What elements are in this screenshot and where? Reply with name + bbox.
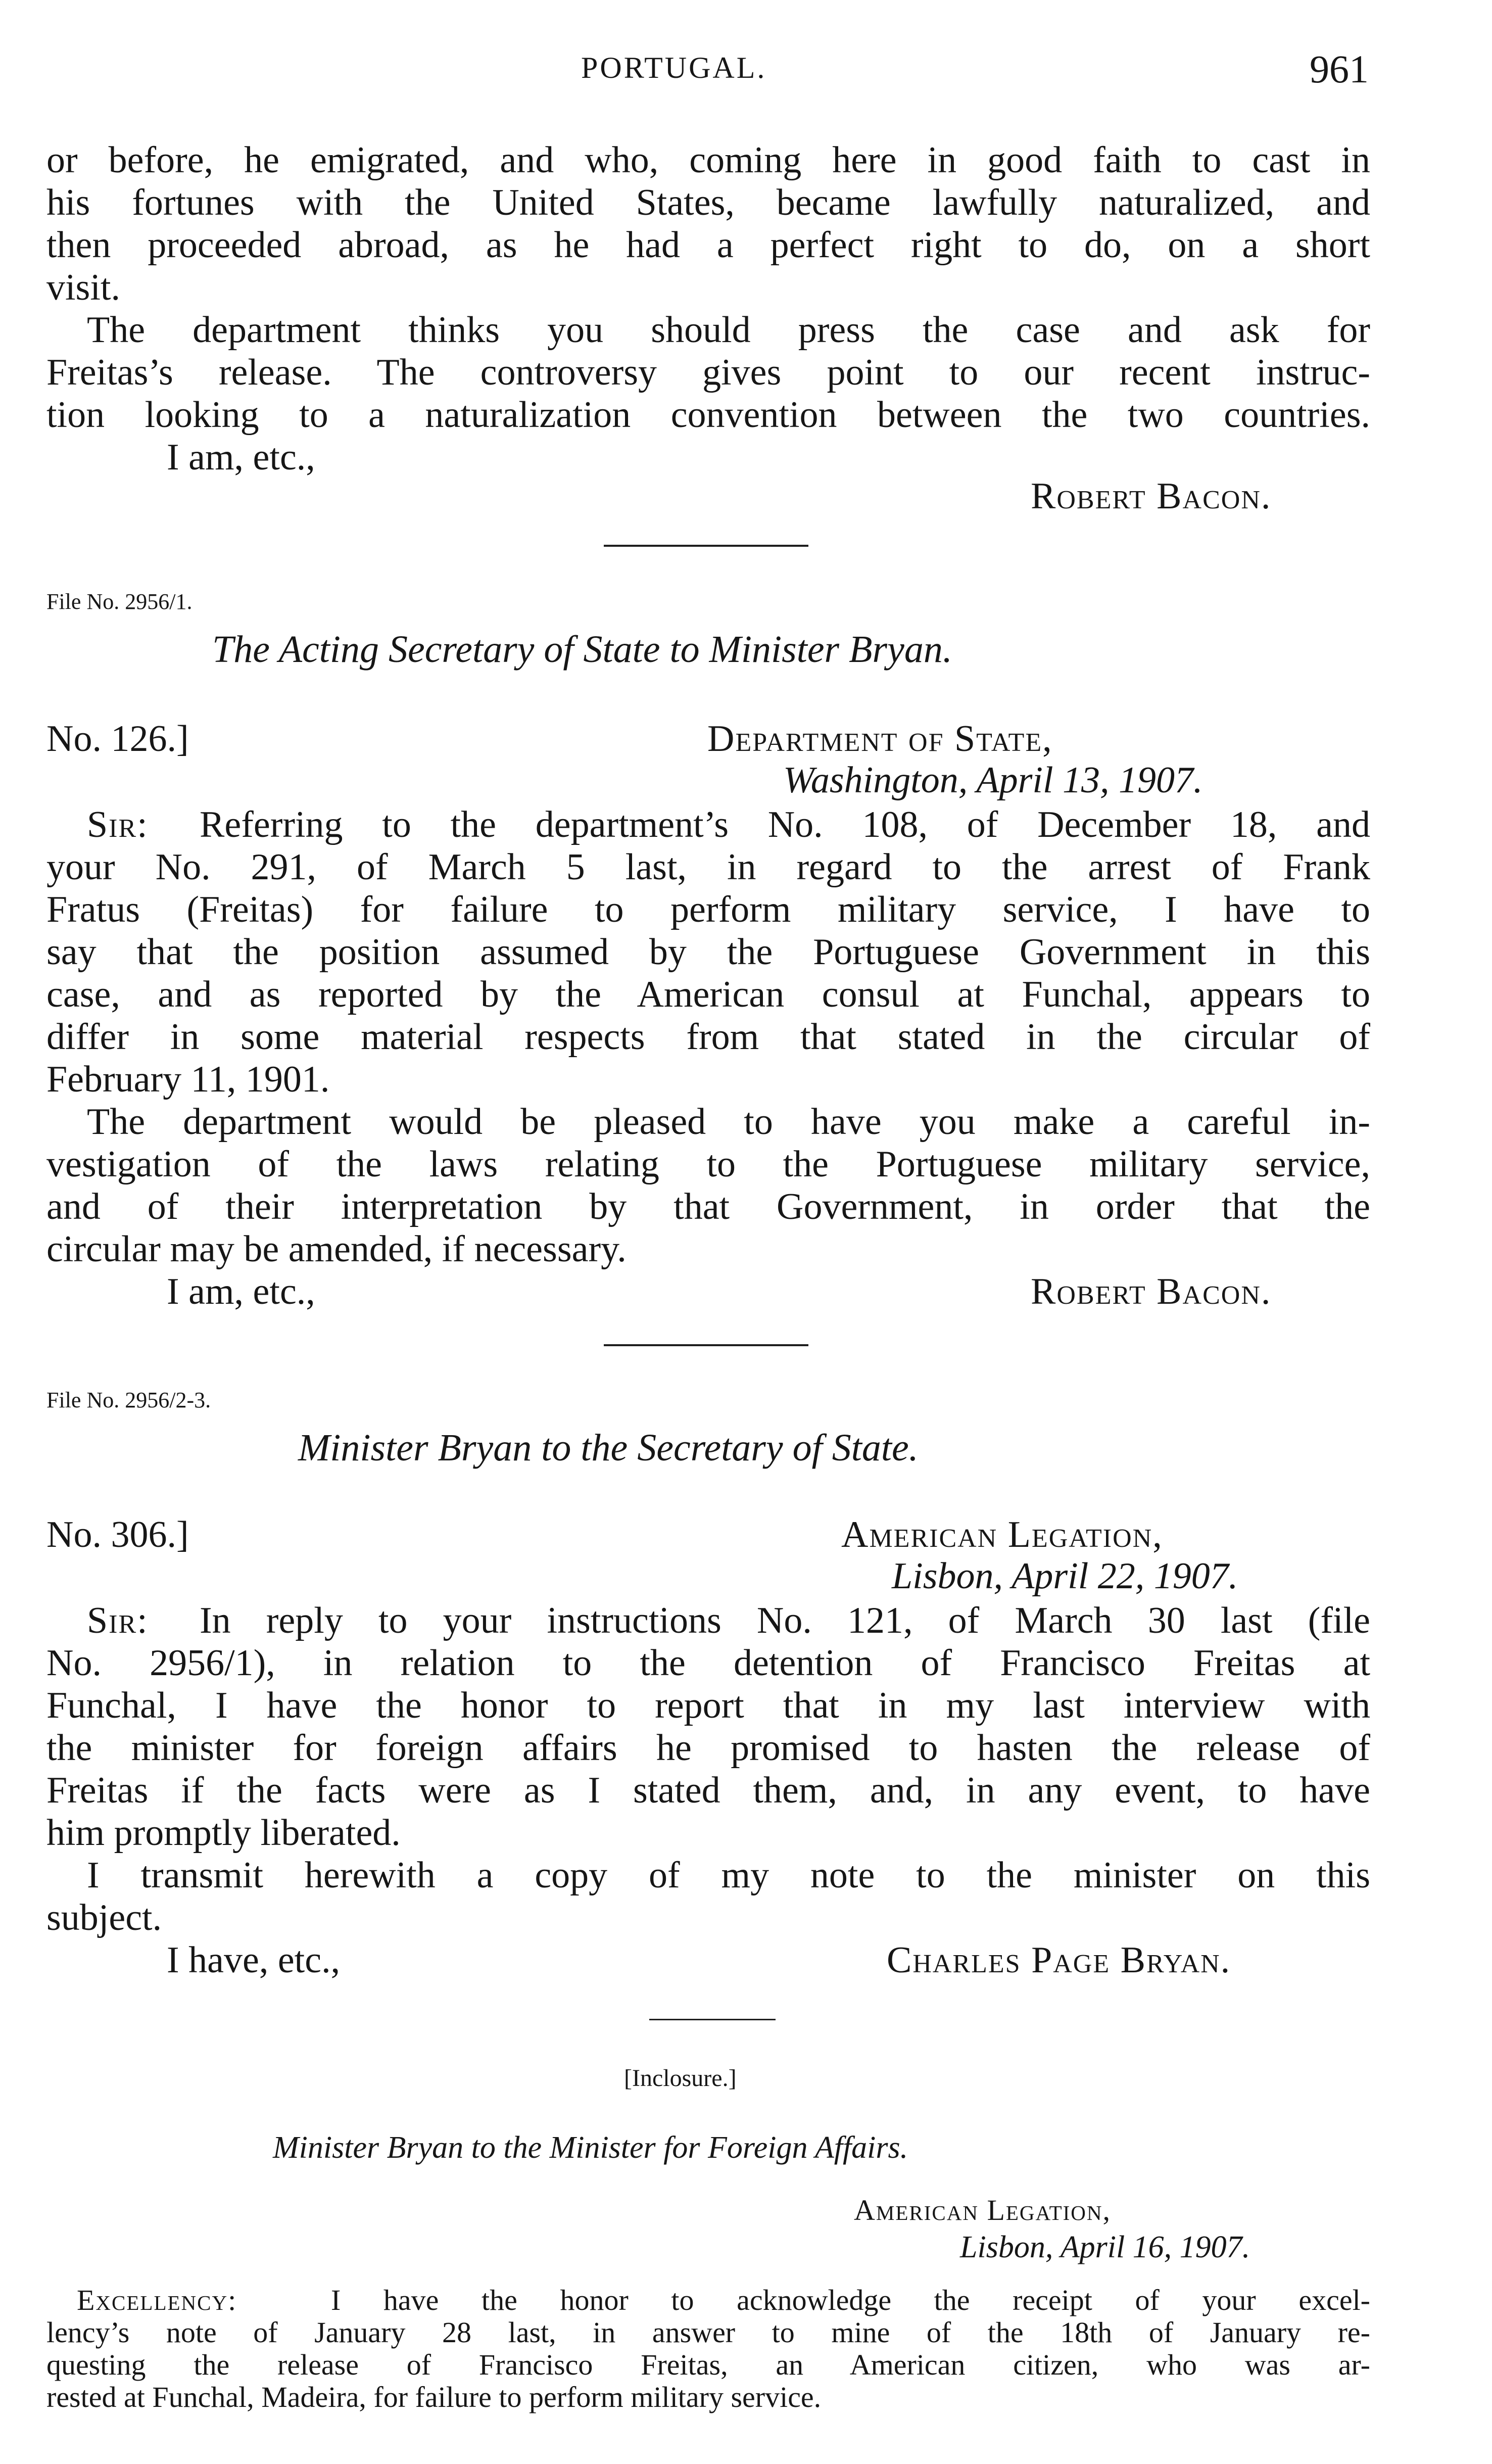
signature: Robert Bacon. <box>1031 476 1272 517</box>
text-line: subject. <box>46 1897 162 1938</box>
document-number: No. 306.] <box>46 1514 189 1555</box>
closing: I am, etc., <box>167 437 315 478</box>
inclosure-label: [Inclosure.] <box>624 2065 737 2092</box>
page-number: 961 <box>1310 47 1369 91</box>
running-title: PORTUGAL. <box>581 51 767 84</box>
text-line: your No. 291, of March 5 last, in regard to the arrest of Frank <box>46 846 1370 888</box>
inclosure-title: Minister Bryan to the Minister for Foreign Affairs. <box>273 2130 908 2165</box>
text-line: case, and as reported by the American consul at Funchal, appears to <box>46 974 1370 1015</box>
document-title: The Acting Secretary of State to Minister Bryan. <box>212 628 952 671</box>
text-line: say that the position assumed by the Portuguese Government in this <box>46 931 1370 973</box>
text-line: lency’s note of January 28 last, in answer to mine of the 18th of January re- <box>46 2316 1370 2349</box>
text-line: Freitas’s release. The controversy gives point to our recent instruc- <box>46 352 1370 393</box>
document-title: Minister Bryan to the Secretary of State. <box>298 1427 919 1469</box>
text-line: vestigation of the laws relating to the Portuguese military service, <box>46 1144 1370 1185</box>
text-line: questing the release of Francisco Freitas, an American citizen, who was ar- <box>46 2348 1370 2381</box>
text-line: tion looking to a naturalization convention between the two countries. <box>46 394 1370 436</box>
text-line: differ in some material respects from that stated in the circular of <box>46 1016 1370 1058</box>
file-number: File No. 2956/2-3. <box>46 1388 211 1412</box>
place-date: Lisbon, April 22, 1907. <box>892 1555 1238 1597</box>
text-line: February 11, 1901. <box>46 1059 330 1100</box>
text-line: Referring to the department’s No. 108, of December 18, and <box>200 804 1370 845</box>
section-divider <box>649 2019 776 2020</box>
section-divider <box>604 1344 808 1346</box>
text-line: The department would be pleased to have you make a careful in- <box>87 1101 1370 1143</box>
signature: Charles Page Bryan. <box>887 1939 1231 1981</box>
text-line: No. 2956/1), in relation to the detention of Francisco Freitas at <box>46 1642 1370 1684</box>
text-line: his fortunes with the United States, became lawfully naturalized, and <box>46 182 1370 223</box>
file-number: File No. 2956/1. <box>46 589 192 614</box>
sender-office: American Legation, <box>854 2194 1112 2226</box>
text-line: I transmit herewith a copy of my note to the minister on this <box>87 1855 1370 1896</box>
signature: Robert Bacon. <box>1031 1271 1272 1312</box>
text-line: then proceeded abroad, as he had a perfect right to do, on a short <box>46 224 1370 266</box>
closing: I am, etc., <box>167 1271 315 1312</box>
salutation: Excellency: <box>77 2284 237 2316</box>
text-line: or before, he emigrated, and who, coming here in good faith to cast in <box>46 139 1370 181</box>
text-line: In reply to your instructions No. 121, of March 30 last (file <box>200 1600 1370 1641</box>
text-line: rested at Funchal, Madeira, for failure to perform military service. <box>46 2381 822 2413</box>
place-date: Washington, April 13, 1907. <box>783 760 1203 801</box>
document-number: No. 126.] <box>46 718 189 760</box>
text-line: visit. <box>46 267 120 308</box>
text-line: I have the honor to acknowledge the receipt of your excel- <box>331 2284 1370 2316</box>
section-divider <box>604 545 808 547</box>
place-date: Lisbon, April 16, 1907. <box>960 2230 1250 2264</box>
text-line: The department thinks you should press the case and ask for <box>87 309 1370 351</box>
text-line: Funchal, I have the honor to report that in my last interview with <box>46 1685 1370 1726</box>
salutation: Sir: <box>87 804 149 845</box>
text-line: him promptly liberated. <box>46 1812 401 1854</box>
text-line: circular may be amended, if necessary. <box>46 1228 627 1270</box>
text-line: the minister for foreign affairs he promised to hasten the release of <box>46 1727 1370 1769</box>
sender-office: American Legation, <box>841 1514 1163 1555</box>
text-line: Fratus (Freitas) for failure to perform military service, I have to <box>46 889 1370 930</box>
sender-office: Department of State, <box>707 718 1053 760</box>
text-line: and of their interpretation by that Government, in order that the <box>46 1186 1370 1227</box>
closing: I have, etc., <box>167 1939 341 1981</box>
text-line: Freitas if the facts were as I stated them, and, in any event, to have <box>46 1770 1370 1811</box>
salutation: Sir: <box>87 1600 149 1641</box>
